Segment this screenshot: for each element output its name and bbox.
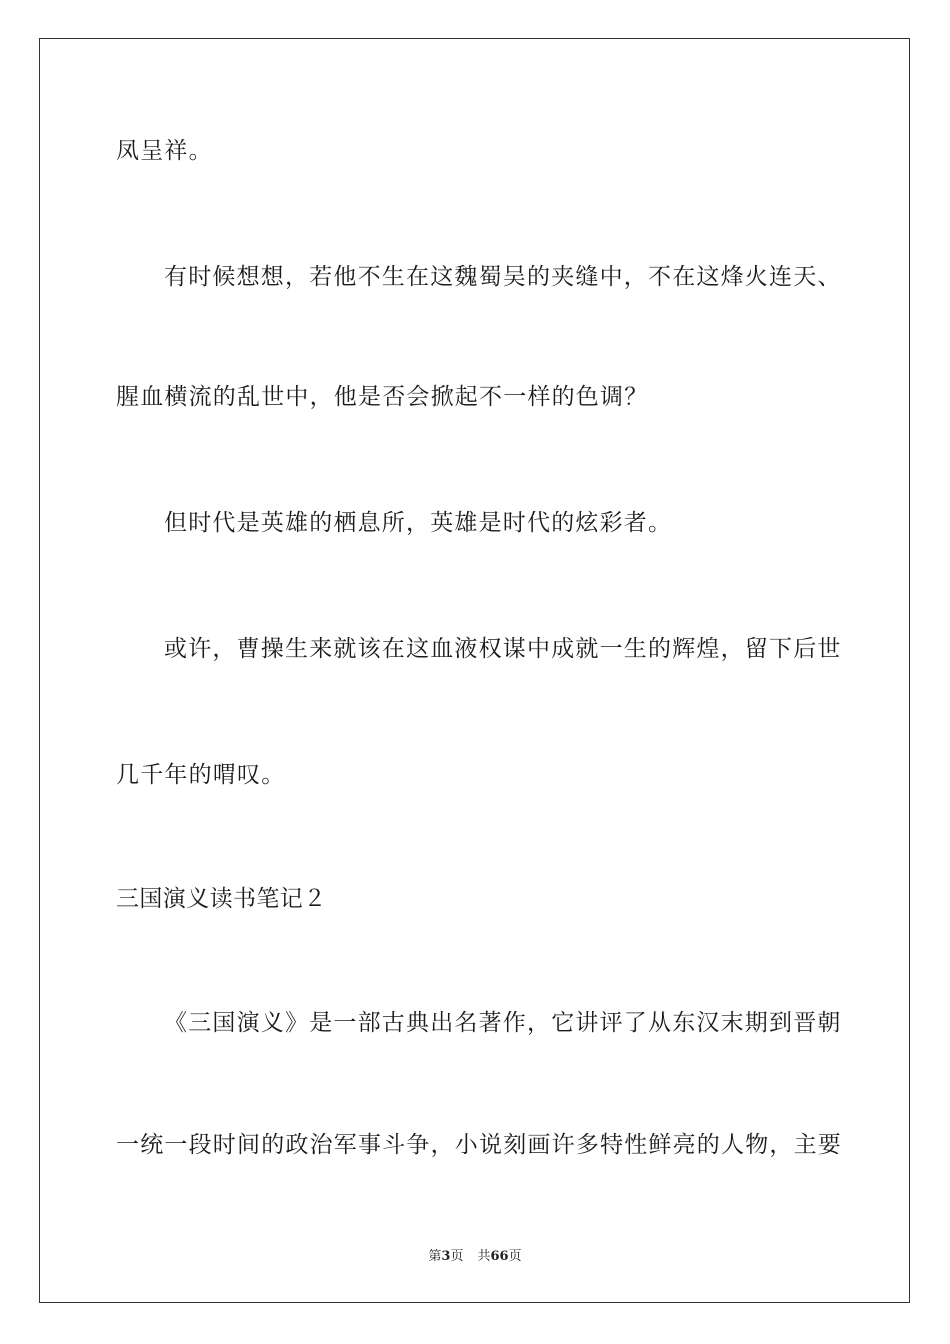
paragraph-first-line: 有时候想想，若他不生在这魏蜀吴的夹缝中，不在这烽火连天、 bbox=[164, 264, 842, 290]
section-heading: 三国演义读书笔记２ bbox=[116, 886, 327, 912]
page-prefix: 第 bbox=[428, 1249, 442, 1264]
text-line: 凤呈祥。 bbox=[116, 138, 213, 164]
paragraph-first-line: 《三国演义》是一部古典出名著作，它讲评了从东汉末期到晋朝 bbox=[164, 1010, 842, 1036]
page-number: 3 bbox=[441, 1249, 451, 1264]
page-footer bbox=[0, 1248, 950, 1266]
text-line: 几千年的喟叹。 bbox=[116, 762, 286, 788]
page-border bbox=[39, 38, 910, 1303]
total-suffix: 页 bbox=[508, 1249, 522, 1264]
total-prefix: 共 bbox=[477, 1249, 491, 1264]
page-suffix: 页 bbox=[450, 1249, 464, 1264]
paragraph-first-line: 或许，曹操生来就该在这血液权谋中成就一生的辉煌，留下后世 bbox=[164, 636, 842, 662]
paragraph-first-line: 但时代是英雄的栖息所，英雄是时代的炫彩者。 bbox=[164, 510, 673, 536]
total-pages: 66 bbox=[490, 1249, 509, 1264]
text-line: 一统一段时间的政治军事斗争，小说刻画许多特性鲜亮的人物，主要 bbox=[116, 1132, 842, 1158]
text-line: 腥血横流的乱世中，他是否会掀起不一样的色调？ bbox=[116, 384, 649, 410]
